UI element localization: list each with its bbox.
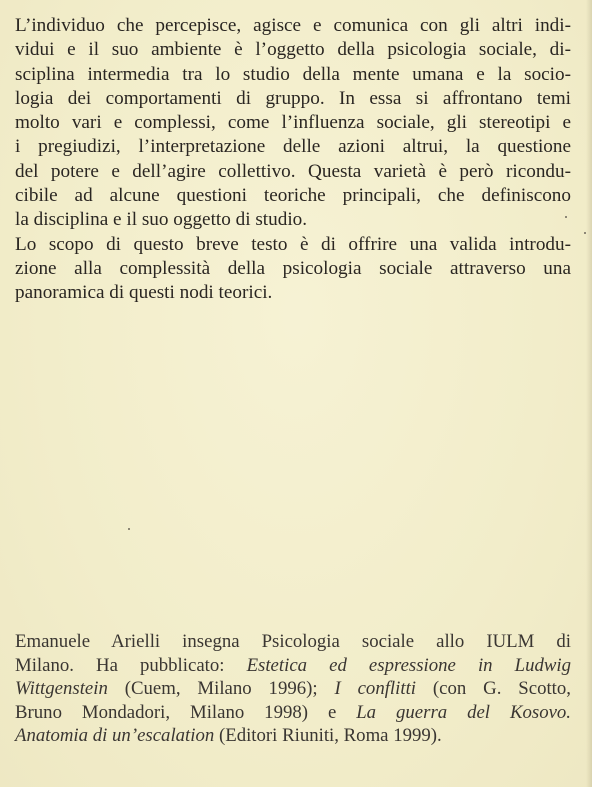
bio-line [15,677,571,701]
bio-line [15,630,571,654]
description-line: molto vari e complessi, come l’influenza sociale, gli stereotipi e [15,112,571,134]
bio-text: (con G. Scotto, [416,678,571,699]
book-title-italic: Estetica ed espressione in Ludwig [246,654,571,676]
description-line: logia dei comportamenti di gruppo. In essa si affrontano temi [15,87,571,109]
paper-speck [128,528,130,530]
description-line: L’individuo che percepisce, agisce e comunica con gli altri indi- [15,15,571,36]
bio-text: (Cuem, Milano 1996); [107,678,335,699]
description-line: zione alla complessità della psicologia sociale attraverso una [15,257,571,279]
book-title-italic: Wittgenstein [15,678,108,699]
bio-text: Bruno Mondadori, Milano 1998) e [15,701,357,723]
description-line: del potere e dell’agire collettivo. Questa varietà è però ricondu- [15,160,571,182]
description-line: i pregiudizi, l’interpretazione delle azioni altrui, la questione [15,136,571,158]
author-bio [15,630,571,748]
description-line: vidui e il suo ambiente è l’oggetto della psicologia sociale, di- [15,39,571,61]
description-line: Lo scopo di questo breve testo è di offrire una valida introdu- [15,233,571,255]
description-line: sciplina intermedia tra lo studio della mente umana e la socio- [15,63,571,85]
bio-text: (Editori Riuniti, Roma 1999). [214,725,442,746]
bio-line [15,654,571,678]
paper-speck [565,216,567,218]
bio-line [15,724,571,748]
bio-text: Emanuele Arielli insegna Psicologia sociale allo IULM di [15,631,571,652]
description-line: cibile ad alcune questioni teoriche principali, che definiscono [15,185,571,207]
description-line: la disciplina e il suo oggetto di studio. [15,209,308,231]
book-description [15,14,571,306]
book-title-italic: La guerra del Kosovo. [356,701,572,723]
book-title-italic: I conflitti [334,678,417,699]
page-edge-shadow [586,0,592,787]
description-line: panoramica di questi nodi teorici. [15,282,273,304]
bio-line [15,701,571,725]
book-title-italic: Anatomia di un’escalation [15,725,215,746]
bio-text: Milano. Ha pubblicato: [15,654,247,676]
